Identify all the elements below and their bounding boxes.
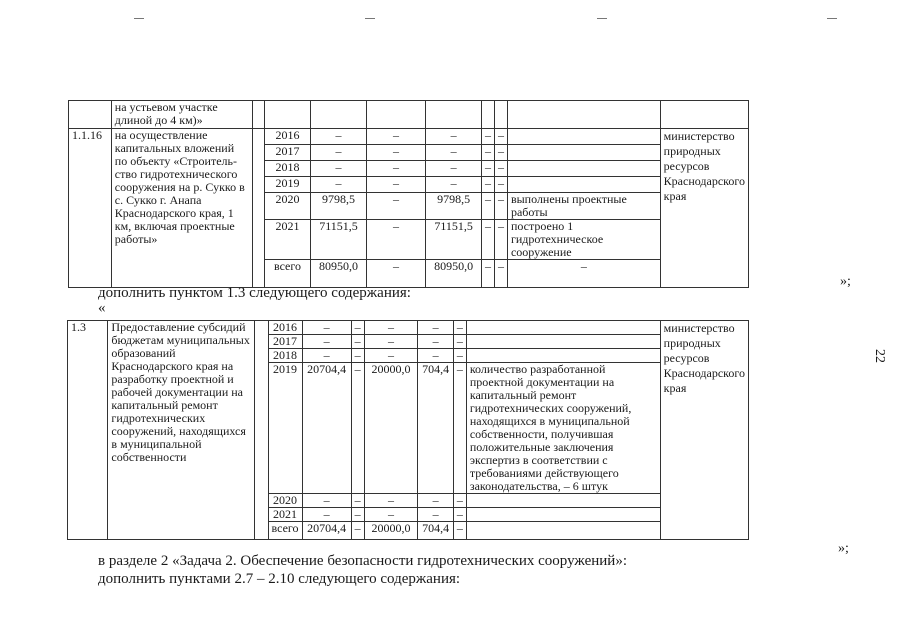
table-row xyxy=(68,321,749,335)
total-cell: – xyxy=(311,145,367,161)
local-cell: – xyxy=(481,177,494,193)
paragraph-text: дополнить пунктом 1.3 следующего содержания: xyxy=(98,285,411,301)
paragraph-text: дополнить пунктами 2.7 – 2.10 следующего содержания: xyxy=(98,571,461,587)
table-row xyxy=(69,101,749,129)
total-cell: – xyxy=(302,508,351,522)
regional-cell: – xyxy=(426,161,482,177)
result-cell xyxy=(507,129,660,145)
local-cell: – xyxy=(481,145,494,161)
page-number: 22 xyxy=(872,349,887,363)
ministry-cell: министерство природных ресурсов Краснодарского края xyxy=(660,129,748,288)
regional-cell: – xyxy=(364,508,418,522)
other-cell: – xyxy=(494,145,507,161)
total-cell: – xyxy=(311,161,367,177)
regional-cell: – xyxy=(426,129,482,145)
top-dash xyxy=(134,18,144,19)
top-dash xyxy=(597,18,607,19)
result-cell xyxy=(507,177,660,193)
federal-cell: – xyxy=(351,363,364,494)
year-cell: 2020 xyxy=(264,193,310,220)
other-cell: – xyxy=(453,349,466,363)
other-cell: – xyxy=(453,508,466,522)
local-cell: – xyxy=(481,260,494,288)
federal-cell: – xyxy=(351,349,364,363)
regional-cell: 71151,5 xyxy=(426,220,482,260)
year-cell: 2019 xyxy=(264,177,310,193)
row-number-cell: 1.3 xyxy=(68,321,108,540)
total-cell: – xyxy=(302,321,351,335)
federal-cell: – xyxy=(351,321,364,335)
regional-cell: – xyxy=(426,145,482,161)
total-cell: – xyxy=(302,349,351,363)
result-cell xyxy=(466,494,660,508)
regional-cell: – xyxy=(426,177,482,193)
other-cell: – xyxy=(453,522,466,540)
regional-cell: – xyxy=(364,321,418,335)
other-cell: – xyxy=(453,363,466,494)
regional-cell: 20000,0 xyxy=(364,363,418,494)
local-cell: – xyxy=(418,508,454,522)
other-cell: – xyxy=(453,321,466,335)
other-cell: – xyxy=(494,260,507,288)
total-cell: 9798,5 xyxy=(311,193,367,220)
local-cell: – xyxy=(481,161,494,177)
local-cell: – xyxy=(481,193,494,220)
year-cell: 2021 xyxy=(268,508,302,522)
federal-cell: – xyxy=(366,193,425,220)
total-cell: – xyxy=(311,177,367,193)
total-cell: 71151,5 xyxy=(311,220,367,260)
result-cell xyxy=(466,321,660,335)
federal-cell: – xyxy=(366,220,425,260)
paragraph-text: в разделе 2 «Задача 2. Обеспечение безопасности гидротехнических сооружений»: xyxy=(98,553,627,569)
event-name-cell: Предоставление субсидий бюджетам муниципальных образований Краснодарского края на разработку проектной и рабочей документации на капитальный ремонт гидротехнических сооружений, находящихся в муниципальной собственности xyxy=(108,321,254,540)
year-cell: всего xyxy=(264,260,310,288)
federal-cell: – xyxy=(351,522,364,540)
result-cell xyxy=(466,349,660,363)
total-cell: 20704,4 xyxy=(302,522,351,540)
other-cell: – xyxy=(494,129,507,145)
year-cell: 2021 xyxy=(264,220,310,260)
other-cell: – xyxy=(494,177,507,193)
year-cell: 2018 xyxy=(268,349,302,363)
regional-cell: 20000,0 xyxy=(364,522,418,540)
closing-quote: »; xyxy=(840,274,851,289)
year-cell: 2016 xyxy=(264,129,310,145)
local-cell: – xyxy=(481,220,494,260)
year-cell: 2017 xyxy=(264,145,310,161)
federal-cell: – xyxy=(366,260,425,288)
year-cell: всего xyxy=(268,522,302,540)
other-cell: – xyxy=(494,220,507,260)
other-cell: – xyxy=(494,193,507,220)
total-cell: 80950,0 xyxy=(311,260,367,288)
result-cell: построено 1 гидротехническое сооружение xyxy=(507,220,660,260)
result-cell xyxy=(507,161,660,177)
result-cell xyxy=(507,145,660,161)
total-cell: – xyxy=(311,129,367,145)
other-cell: – xyxy=(494,161,507,177)
regional-cell: – xyxy=(364,335,418,349)
total-cell: 20704,4 xyxy=(302,363,351,494)
federal-cell: – xyxy=(351,494,364,508)
federal-cell: – xyxy=(366,161,425,177)
year-cell: 2019 xyxy=(268,363,302,494)
year-cell: 2017 xyxy=(268,335,302,349)
ministry-cell: министерство природных ресурсов Краснодарского края xyxy=(660,321,748,540)
opening-quote: « xyxy=(98,300,106,316)
result-cell: количество разработанной проектной документации на капитальный ремонт гидротехнических сооружений, находящихся в муниципальной собственности, получившая положительные заключения экспертиз в соответствии с требованиями действующего законодательства, – 6 штук xyxy=(466,363,660,494)
result-cell xyxy=(466,335,660,349)
closing-quote: »; xyxy=(838,541,849,556)
local-cell: – xyxy=(418,494,454,508)
local-cell: – xyxy=(418,349,454,363)
local-cell: 704,4 xyxy=(418,363,454,494)
result-cell: выполнены проектные работы xyxy=(507,193,660,220)
regional-cell: – xyxy=(364,349,418,363)
local-cell: 704,4 xyxy=(418,522,454,540)
result-cell: – xyxy=(507,260,660,288)
program-table-2 xyxy=(67,320,749,540)
regional-cell: 9798,5 xyxy=(426,193,482,220)
result-cell xyxy=(466,522,660,540)
federal-cell: – xyxy=(366,129,425,145)
regional-cell: 80950,0 xyxy=(426,260,482,288)
regional-cell: – xyxy=(364,494,418,508)
top-dash xyxy=(365,18,375,19)
result-cell xyxy=(466,508,660,522)
top-dash xyxy=(827,18,837,19)
local-cell: – xyxy=(481,129,494,145)
other-cell: – xyxy=(453,335,466,349)
event-name-cell: на осуществление капитальных вложений по объекту «Строитель-ство гидротехнического сооружения на р. Сукко в с. Сукко г. Анапа Краснодарского края, 1 км, включая проектные работы» xyxy=(111,129,252,288)
year-cell: 2018 xyxy=(264,161,310,177)
other-cell: – xyxy=(453,494,466,508)
table-row xyxy=(69,129,749,145)
event-name-cell: на устьевом участке длиной до 4 км)» xyxy=(111,101,252,129)
total-cell: – xyxy=(302,335,351,349)
federal-cell: – xyxy=(351,335,364,349)
total-cell: – xyxy=(302,494,351,508)
federal-cell: – xyxy=(366,177,425,193)
row-number-cell: 1.1.16 xyxy=(69,129,112,288)
local-cell: – xyxy=(418,321,454,335)
local-cell: – xyxy=(418,335,454,349)
program-table-1 xyxy=(68,100,749,288)
federal-cell: – xyxy=(351,508,364,522)
year-cell: 2016 xyxy=(268,321,302,335)
year-cell: 2020 xyxy=(268,494,302,508)
row-number-cell xyxy=(69,101,112,129)
federal-cell: – xyxy=(366,145,425,161)
